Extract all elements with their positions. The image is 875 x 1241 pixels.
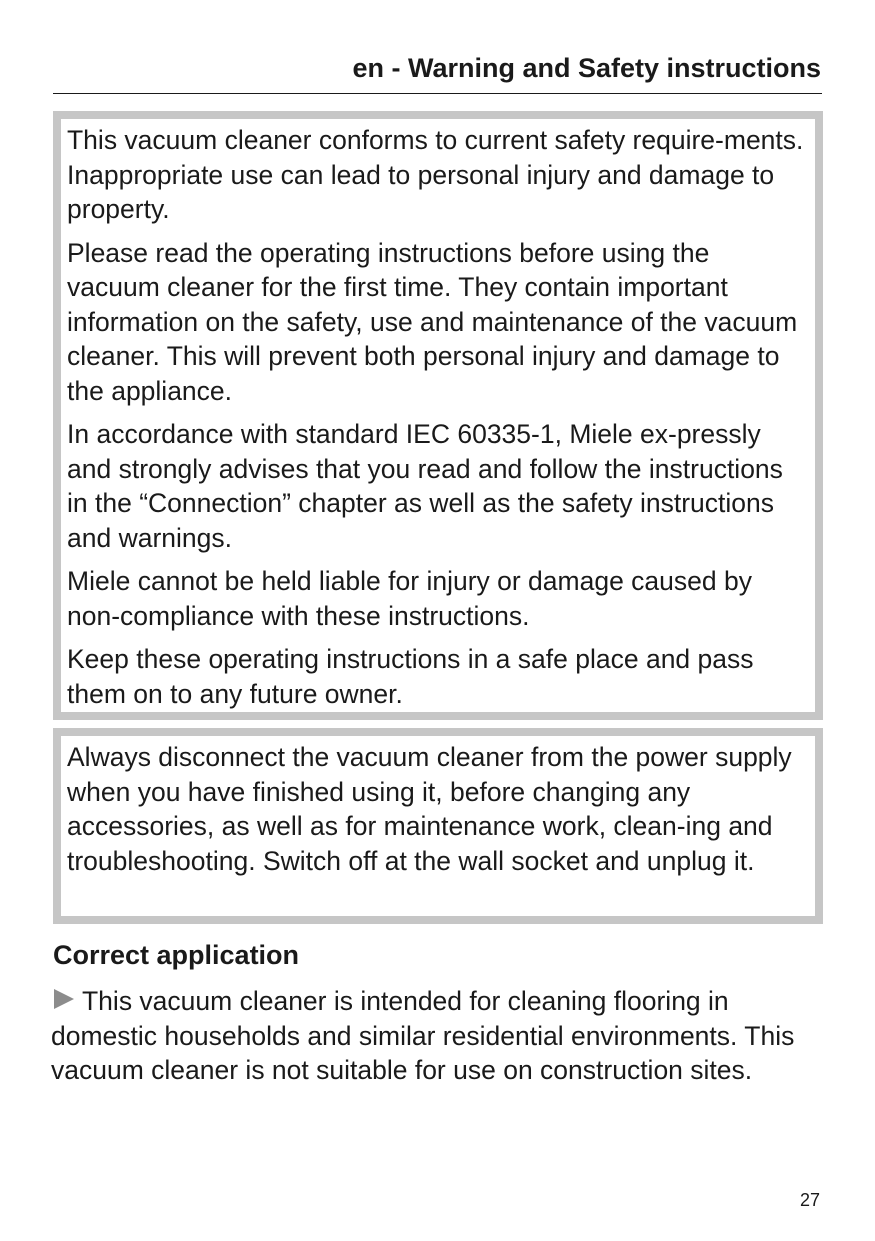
- correct-application-paragraph: [51, 984, 826, 1088]
- page-header: en - Warning and Safety instructions: [352, 53, 821, 83]
- safety-paragraph-iec-standard: In accordance with standard IEC 60335-1, Miele ex-pressly and strongly advises that you read and follow the instructions in the “Connection” chapter as well as the safety instructions and warnings.: [67, 419, 783, 553]
- correct-application-text: This vacuum cleaner is intended for cleaning flooring in domestic households and similar residential environments. This vacuum cleaner is not suitable for use on construction sites.: [51, 986, 795, 1085]
- triangle-right-icon: [54, 989, 74, 1009]
- disconnect-paragraph: Always disconnect the vacuum cleaner from the power supply when you have finished using it, before changing any accessories, as well as for maintenance work, clean-ing and troubleshooting. Switch off at the wall socket and unplug it.: [67, 742, 792, 876]
- safety-paragraph-keep-instructions: Keep these operating instructions in a safe place and pass them on to any future owner.: [67, 644, 754, 709]
- safety-paragraph-read-instructions: Please read the operating instructions before using the vacuum cleaner for the first time. They contain important information on the safety, use and maintenance of the vacuum cleaner. This will prevent both personal injury and damage to the appliance.: [67, 237, 798, 406]
- safety-paragraph-liability: Miele cannot be held liable for injury or damage caused by non-compliance with these instructions.: [67, 566, 752, 631]
- safety-notice-box: [53, 111, 823, 720]
- page-number: 27: [799, 1190, 820, 1210]
- safety-paragraph-conformity: This vacuum cleaner conforms to current safety require-ments. Inappropriate use can lead to personal injury and damage to property.: [67, 125, 804, 224]
- header-divider: [53, 93, 822, 94]
- section-heading: Correct application: [53, 940, 300, 970]
- disconnect-notice-box: [53, 728, 823, 924]
